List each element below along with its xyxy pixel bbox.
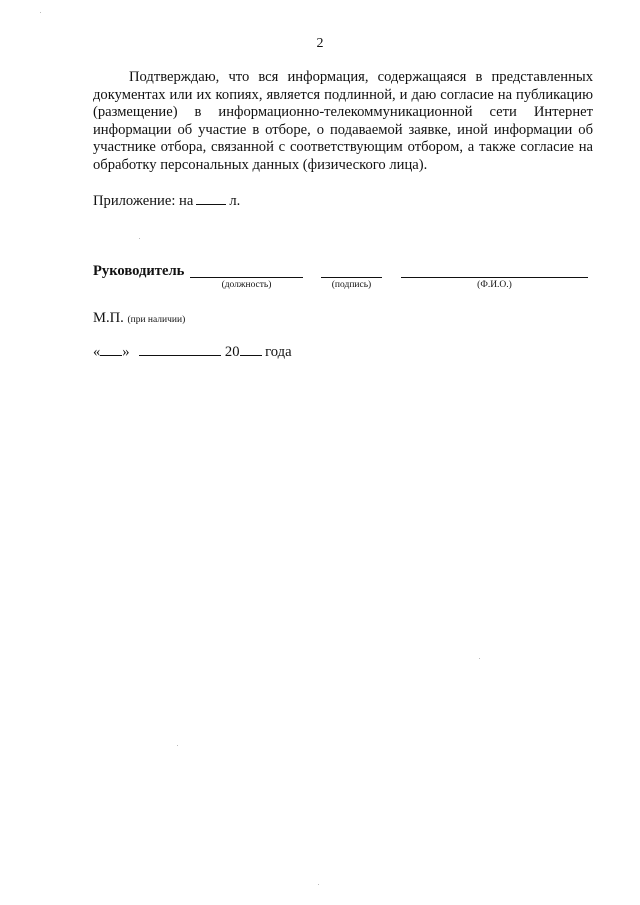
scan-speck bbox=[177, 745, 178, 746]
scan-speck bbox=[479, 658, 480, 659]
name-caption: (Ф.И.О.) bbox=[477, 280, 512, 290]
signature-block bbox=[93, 263, 613, 303]
date-close-quote: » bbox=[122, 344, 130, 360]
attachment-suffix: л. bbox=[229, 193, 241, 209]
position-line bbox=[190, 277, 303, 278]
stamp-line bbox=[93, 310, 185, 327]
position-caption: (должность) bbox=[221, 280, 272, 290]
page-number: 2 bbox=[316, 36, 324, 51]
scan-speck bbox=[40, 12, 41, 13]
attachment-pages-blank bbox=[196, 192, 226, 205]
month-blank bbox=[139, 343, 221, 356]
date-century: 20 bbox=[224, 344, 240, 360]
signature-role: Руководитель bbox=[93, 263, 185, 279]
date-line bbox=[93, 343, 292, 361]
signature-caption: (подпись) bbox=[331, 280, 372, 290]
signature-line bbox=[321, 277, 382, 278]
day-blank bbox=[100, 343, 122, 356]
stamp-label: М.П. bbox=[93, 310, 124, 326]
stamp-note: (при наличии) bbox=[127, 315, 186, 325]
date-suffix: года bbox=[265, 344, 292, 360]
consent-paragraph: Подтверждаю, что вся информация, содержащаяся в представленных документах или их копиях, является подлинной, и даю согласие на публикацию (размещение) в информационно-телекоммуникационной сети Интернет информации об участие в отборе, о подаваемой заявке, иной информации об участнике отбора, связанной с соответствующим отбором, а также согласие на обработку персональных данных (физического лица). bbox=[93, 69, 593, 173]
scan-speck bbox=[139, 238, 140, 239]
attachment-prefix: Приложение: на bbox=[93, 193, 194, 209]
year-blank bbox=[240, 343, 262, 356]
name-line bbox=[401, 277, 588, 278]
attachment-line bbox=[93, 192, 240, 210]
scan-speck bbox=[318, 884, 319, 885]
date-open-quote: « bbox=[93, 344, 101, 360]
